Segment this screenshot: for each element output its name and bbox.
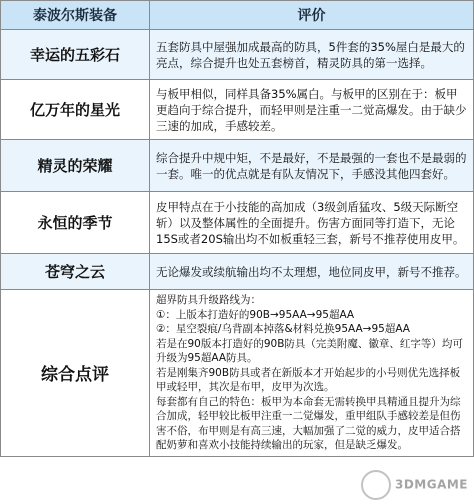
summary-desc [150,290,474,457]
row-desc: 与板甲相似，同样具备35%属白。与板甲的区别在于：板甲更趋向于综合提升，而轻甲则是注重一二觉高爆发。由于缺少三速的加成，手感较差。 [150,80,474,140]
row-desc: 五套防具中屋强加成最高的防具，5件套的35%屋白是最大的亮点，综合提升也处五套榜首，精灵防具的第一选择。 [150,30,474,80]
header-evaluation: 评价 [150,1,474,30]
summary-line: 若是在90版本打造好的90B防具（完美附魔、徽章、红字等）均可升级为95超AA防具。 [156,337,463,364]
row-name: 幸运的五彩石 [1,30,150,80]
row-desc: 无论爆发或续航输出均不太理想，地位同皮甲，新号不推荐。 [150,254,474,290]
table-row [1,140,474,192]
table-row [1,30,474,80]
watermark [361,470,468,500]
table-row [1,254,474,290]
row-name: 亿万年的星光 [1,80,150,140]
row-name: 永恒的季节 [1,192,150,254]
watermark-logo-icon [361,470,391,500]
summary-line: ②：星空裂痕/乌背副本掉落&材料兑换95AA→95超AA [156,323,410,335]
table-row [1,80,474,140]
row-name: 精灵的荣耀 [1,140,150,192]
summary-name: 综合点评 [1,290,150,457]
table-row [1,192,474,254]
summary-line: ①：上版本打造好的90B→95AA→95超AA [156,308,355,321]
watermark-text: 3DMGAME [394,477,468,492]
header-equipment: 泰波尔斯装备 [1,1,150,30]
summary-line: 若是刚集齐90B防具或者在新版本才开始起步的小号则优先选择板甲或轻甲，其次是布甲，皮甲为次选。 [156,366,461,393]
summary-line: 每套都有自己的特色：板甲为本命套无需转换甲具精通且提升为综合加成，轻甲较比板甲注重一二觉爆发，重甲组队手感较差是但伤害不俗，布甲则是有高三速，大幅加强了二觉的威力，皮甲适合搭配奶萝和喜欢小技能持续输出的玩家，但是缺乏爆发。 [156,395,461,451]
row-desc: 皮甲特点在于小技能的高加成（3级剑盾猛攻、5级天际断空斩）以及整体属性的全面提升。伤害方面同等打造下，无论15S或者20S输出均不如板重轻三套，新号不推荐使用皮甲。 [150,192,474,254]
row-desc: 综合提升中规中矩，不是最好，不是最强的一套也不是最弱的一套。唯一的优点就是有队友情况下，手感没其他四套好。 [150,140,474,192]
summary-row [1,290,474,457]
summary-line: 超界防具升级路线为： [156,294,261,306]
row-name: 苍穹之云 [1,254,150,290]
table-header-row [1,1,474,30]
